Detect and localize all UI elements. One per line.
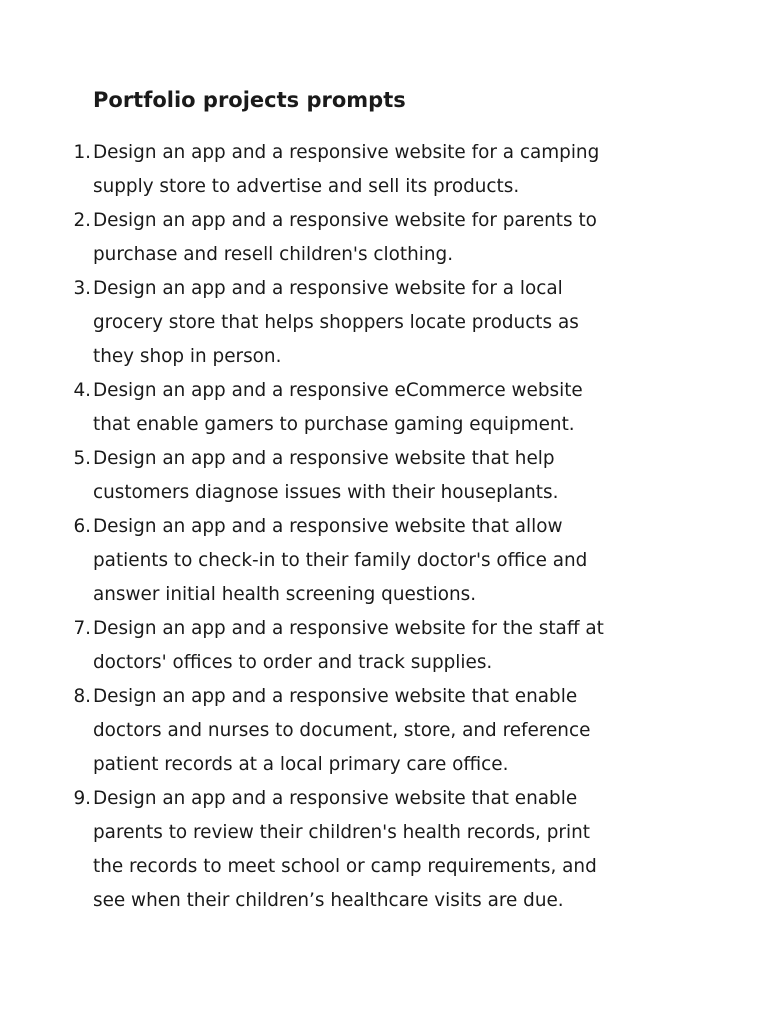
prompt-number: 4.: [73, 380, 91, 401]
prompt-text-line: grocery store that helps shoppers locate products as: [93, 312, 579, 333]
prompt-item-5: [0, 442, 700, 510]
prompt-text-line: Design an app and a responsive eCommerce website: [93, 380, 583, 401]
prompt-text-line: parents to review their children's health records, print: [93, 822, 590, 843]
prompt-text-line: Design an app and a responsive website that enable: [93, 686, 578, 707]
prompt-item-9: [0, 782, 700, 918]
prompt-text-line: doctors' offices to order and track supplies.: [93, 652, 493, 673]
prompt-number: 7.: [73, 618, 91, 639]
prompt-number: 2.: [73, 210, 91, 231]
prompt-text-line: the records to meet school or camp requirements, and: [93, 856, 597, 877]
prompt-text-line: they shop in person.: [93, 346, 282, 367]
prompt-number: 9.: [73, 788, 91, 809]
prompt-text-line: Design an app and a responsive website that enable: [93, 788, 578, 809]
prompt-text-line: see when their children’s healthcare visits are due.: [93, 890, 564, 911]
prompt-text-line: purchase and resell children's clothing.: [93, 244, 454, 265]
prompt-text-line: Design an app and a responsive website for a local: [93, 278, 563, 299]
prompt-text-line: that enable gamers to purchase gaming equipment.: [93, 414, 575, 435]
prompt-text-line: Design an app and a responsive website for parents to: [93, 210, 597, 231]
prompt-item-2: [0, 204, 700, 272]
prompt-number: 3.: [73, 278, 91, 299]
prompt-text-line: customers diagnose issues with their houseplants.: [93, 482, 559, 503]
prompt-number: 6.: [73, 516, 91, 537]
prompt-item-3: [0, 272, 700, 374]
prompt-text-line: Design an app and a responsive website for a camping: [93, 142, 600, 163]
prompt-item-1: [0, 136, 700, 204]
page-title: Portfolio projects prompts: [93, 88, 406, 112]
prompt-text-line: Design an app and a responsive website for the staff at: [93, 618, 604, 639]
prompt-item-8: [0, 680, 700, 782]
prompt-text-line: Design an app and a responsive website that allow: [93, 516, 563, 537]
prompt-item-7: [0, 612, 700, 680]
prompt-text-line: doctors and nurses to document, store, and reference: [93, 720, 591, 741]
prompt-text-line: patients to check-in to their family doctor's office and: [93, 550, 588, 571]
prompt-item-4: [0, 374, 700, 442]
portfolio-prompt-list: [0, 136, 700, 918]
prompt-text-line: Design an app and a responsive website that help: [93, 448, 555, 469]
prompt-number: 5.: [73, 448, 91, 469]
prompt-number: 1.: [73, 142, 91, 163]
prompt-text-line: patient records at a local primary care office.: [93, 754, 509, 775]
prompt-text-line: answer initial health screening questions.: [93, 584, 477, 605]
prompt-text-line: supply store to advertise and sell its products.: [93, 176, 520, 197]
prompt-number: 8.: [73, 686, 91, 707]
prompt-item-6: [0, 510, 700, 612]
